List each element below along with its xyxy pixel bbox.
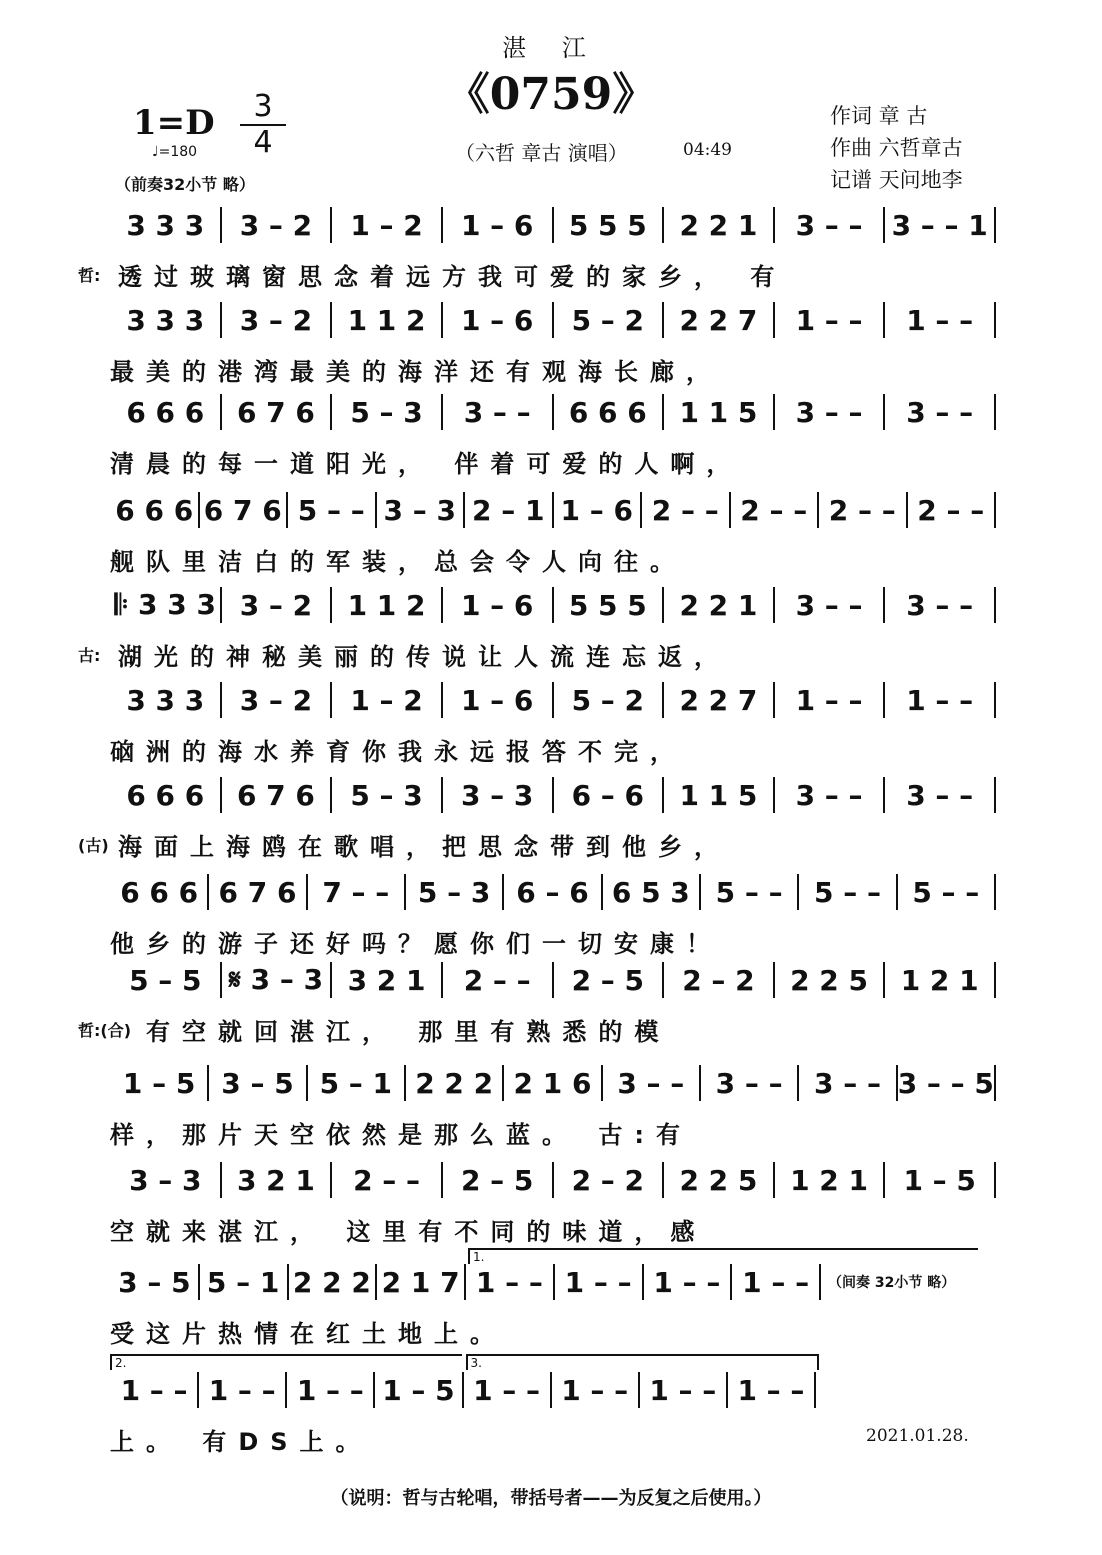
- credits: [830, 100, 963, 196]
- measure: 2 – 1: [472, 493, 545, 527]
- measure: 6 7 6: [236, 395, 315, 429]
- measure: 1 – –: [906, 683, 974, 717]
- measure: 5 – 1: [319, 1066, 393, 1100]
- measure: 3 – –: [795, 778, 863, 812]
- lyrics-line: 他乡的游子还好吗？愿你们一切安康！: [110, 930, 722, 958]
- measure: 1 – –: [742, 1265, 810, 1299]
- singer-prefix: (古): [78, 836, 109, 855]
- notes-row: [110, 1160, 995, 1200]
- measure: 6 – 6: [571, 778, 645, 812]
- measure: 3 – – 1: [891, 208, 988, 242]
- key-signature: 1=D: [133, 103, 215, 143]
- time-top: 3: [253, 89, 273, 124]
- measure: 1 – –: [795, 303, 863, 337]
- lyrics-line: 受这片热情在红土地上。: [110, 1320, 506, 1348]
- measure: 7 – –: [322, 875, 390, 909]
- measure: 3 – –: [906, 395, 974, 429]
- measure: 3 3 3: [126, 303, 205, 337]
- barline: [819, 1264, 821, 1300]
- measure: 2 2 7: [679, 683, 758, 717]
- lyricist: 作词 章 古: [830, 104, 928, 128]
- barline: [994, 587, 996, 623]
- measure: 5 – 3: [350, 395, 423, 429]
- measure: 2 2 7: [679, 303, 758, 337]
- measure: 6 – 6: [516, 875, 589, 909]
- notes-row: [110, 960, 995, 1000]
- measure: 5 – 2: [571, 683, 645, 717]
- measure: 5 – 3: [417, 875, 491, 909]
- measure: 3 – 2: [239, 208, 313, 242]
- measure: 2 1 7: [381, 1265, 460, 1299]
- measure: 3 – 2: [239, 303, 313, 337]
- measure: 3 – –: [906, 588, 974, 622]
- measure: 6 6 6: [126, 778, 205, 812]
- measure: 1 – 6: [460, 303, 534, 337]
- measure: 2 – 2: [682, 963, 755, 997]
- measure: 2 – –: [651, 493, 719, 527]
- measure: 3 – –: [795, 395, 863, 429]
- measure: 3 – 3: [383, 493, 456, 527]
- notes-row: [110, 1063, 995, 1103]
- measure: 5 – –: [912, 875, 980, 909]
- measure: 5 – –: [814, 875, 881, 909]
- measure: 3 – –: [814, 1066, 881, 1100]
- barline: [994, 962, 996, 998]
- notes-row: [110, 205, 995, 245]
- lyrics-line: 空就来湛江， 这里有不同的味道，感: [110, 1218, 707, 1246]
- measure: 1 – –: [475, 1265, 543, 1299]
- notes-row: [110, 872, 995, 912]
- measure: 3 3 3: [126, 683, 205, 717]
- measure: 1 – –: [653, 1265, 721, 1299]
- measure: 6 7 6: [236, 778, 315, 812]
- prelude-note: （前奏32小节 略）: [115, 175, 255, 194]
- measure: 3 – 2: [239, 683, 313, 717]
- measure: 2 – –: [353, 1163, 421, 1197]
- measure: 3 – –: [715, 1066, 783, 1100]
- measure: 2 2 1: [679, 588, 758, 622]
- measure: 1 1 5: [679, 778, 758, 812]
- barline: [994, 1065, 996, 1101]
- date: 2021.01.28.: [866, 1426, 969, 1446]
- measure: 3 – 2: [239, 588, 313, 622]
- barline: [994, 1162, 996, 1198]
- measure: 5 – –: [297, 493, 365, 527]
- lyrics-line: 上。 有DS上。: [110, 1428, 372, 1456]
- measure: 1 2 1: [790, 1163, 869, 1197]
- measure: 3 – –: [617, 1066, 685, 1100]
- measure: 3 – –: [463, 395, 531, 429]
- measure: 1 1 2: [347, 588, 426, 622]
- lyrics-line: 有空就回湛江， 那里有熟悉的模: [146, 1018, 671, 1046]
- barline: [994, 874, 996, 910]
- measure: 1 – 6: [460, 208, 534, 242]
- singer-prefix: 古:: [78, 646, 101, 665]
- composer: 作曲 六哲章古: [830, 136, 963, 160]
- interlude-note: （间奏 32小节 略）: [828, 1275, 956, 1291]
- song-title: 《0759》: [445, 69, 657, 120]
- measure: 1 – –: [473, 1373, 541, 1407]
- measure: 5 5 5: [568, 588, 647, 622]
- measure: 3 – –: [795, 208, 863, 242]
- measure: 1 – 6: [560, 493, 633, 527]
- measure: 3 – 5: [118, 1265, 191, 1299]
- measure: 5 – –: [715, 875, 783, 909]
- lyrics-line: 透过玻璃窗思念着远方我可爱的家乡， 有: [118, 263, 787, 291]
- measure: 1 – 5: [903, 1163, 976, 1197]
- volta-3: 3.: [466, 1354, 820, 1370]
- notes-row: [110, 1370, 995, 1410]
- measure: 2 2 5: [679, 1163, 758, 1197]
- measure: 1 – –: [208, 1373, 276, 1407]
- measure: 6 6 6: [126, 395, 205, 429]
- measure: 3 3 3: [126, 208, 205, 242]
- singer-prefix: 哲:: [78, 266, 101, 285]
- measure: 2 – –: [917, 493, 985, 527]
- measure: 2 2 1: [679, 208, 758, 242]
- lyrics-line: 样，那片天空依然是那么蓝。 古:有: [110, 1121, 692, 1149]
- measure: 1 – –: [649, 1373, 717, 1407]
- measure: 1 – 5: [122, 1066, 196, 1100]
- measure: 2 – 2: [571, 1163, 645, 1197]
- transcriber: 记谱 天问地李: [830, 168, 963, 192]
- measure: 2 – 5: [571, 963, 645, 997]
- measure: 3 – 5: [221, 1066, 294, 1100]
- lyrics-line: 硇洲的海水养育你我永远报答不完，: [110, 738, 686, 766]
- measure: 3 – 3: [129, 1163, 202, 1197]
- singer-prefix: 哲:(合): [78, 1021, 132, 1040]
- measure: 1 1 2: [347, 303, 426, 337]
- notes-row: [110, 392, 995, 432]
- measure: 1 – 6: [460, 683, 534, 717]
- measure: 6 7 6: [203, 493, 282, 527]
- measure: 6 7 6: [218, 875, 297, 909]
- barline: [994, 682, 996, 718]
- measure: 3 2 1: [236, 1163, 315, 1197]
- measure: 1 – 2: [350, 208, 423, 242]
- volta-1: 1.: [468, 1248, 978, 1264]
- notes-row: [110, 490, 995, 530]
- lyrics-line: 清晨的每一道阳光， 伴着可爱的人啊，: [110, 450, 743, 478]
- lyrics-line: 舰队里洁白的军装，总会令人向往。: [110, 548, 686, 576]
- measure: 1 – 2: [350, 683, 423, 717]
- measure: 6 6 6: [568, 395, 647, 429]
- measure: 5 – 2: [571, 303, 645, 337]
- notes-row: [110, 585, 995, 625]
- lyrics-line: 最美的港湾最美的海洋还有观海长廊，: [110, 358, 722, 386]
- measure: 3 – –: [906, 778, 974, 812]
- tempo-mark: ♩=180: [152, 144, 198, 160]
- measure: 1 1 5: [679, 395, 758, 429]
- song-subtitle: 湛 江: [502, 34, 600, 62]
- measure: 𝄆 3 3 3: [114, 588, 216, 621]
- measure: 3 – – 5: [897, 1066, 994, 1100]
- measure: 1 – 5: [382, 1373, 455, 1407]
- lyrics-line: 湖光的神秘美丽的传说让人流连忘返，: [118, 643, 730, 671]
- measure: 1 – –: [906, 303, 974, 337]
- measure: 5 5 5: [568, 208, 647, 242]
- barline: [994, 302, 996, 338]
- barline: [994, 394, 996, 430]
- measure: 1 – –: [561, 1373, 629, 1407]
- time-bottom: 4: [253, 125, 273, 160]
- footnote: （说明：哲与古轮唱，带括号者——为反复之后使用。）: [330, 1488, 772, 1509]
- notes-row: [110, 680, 995, 720]
- barline: [994, 492, 996, 528]
- measure: 2 2 2: [415, 1066, 494, 1100]
- barline: [994, 777, 996, 813]
- measure: 2 2 2: [292, 1265, 371, 1299]
- measure: 1 – –: [564, 1265, 632, 1299]
- measure: 2 – 5: [460, 1163, 534, 1197]
- lyrics-line: 海面上海鸥在歌唱，把思念带到他乡，: [118, 833, 730, 861]
- notes-row: [110, 300, 995, 340]
- measure: 1 – –: [120, 1373, 188, 1407]
- measure: 6 6 6: [115, 493, 194, 527]
- measure: 2 – –: [463, 963, 531, 997]
- measure: 3 – –: [795, 588, 863, 622]
- measure: 1 – –: [795, 683, 863, 717]
- measure: 5 – 1: [206, 1265, 280, 1299]
- measure: 5 – 3: [350, 778, 423, 812]
- duration: 04:49: [683, 140, 732, 160]
- barline: [994, 207, 996, 243]
- measure: 1 – –: [737, 1373, 805, 1407]
- singers: （六哲 章古 演唱）: [455, 141, 628, 165]
- notes-row: [110, 775, 995, 815]
- measure: 2 2 5: [790, 963, 869, 997]
- volta-2: 2.: [110, 1354, 462, 1370]
- measure: 6 5 3: [611, 875, 690, 909]
- measure: 3 – 3: [460, 778, 534, 812]
- measure: 1 2 1: [900, 963, 979, 997]
- measure: 2 – –: [740, 493, 808, 527]
- measure: 6 6 6: [120, 875, 199, 909]
- measure: 3 2 1: [347, 963, 426, 997]
- measure: 𝄋 3 – 3: [228, 963, 324, 996]
- measure: 5 – 5: [129, 963, 202, 997]
- time-signature: [240, 90, 286, 160]
- measure: 1 – –: [296, 1373, 364, 1407]
- measure: 2 – –: [828, 493, 896, 527]
- measure: 1 – 6: [460, 588, 534, 622]
- barline: [814, 1372, 816, 1408]
- measure: 2 1 6: [513, 1066, 592, 1100]
